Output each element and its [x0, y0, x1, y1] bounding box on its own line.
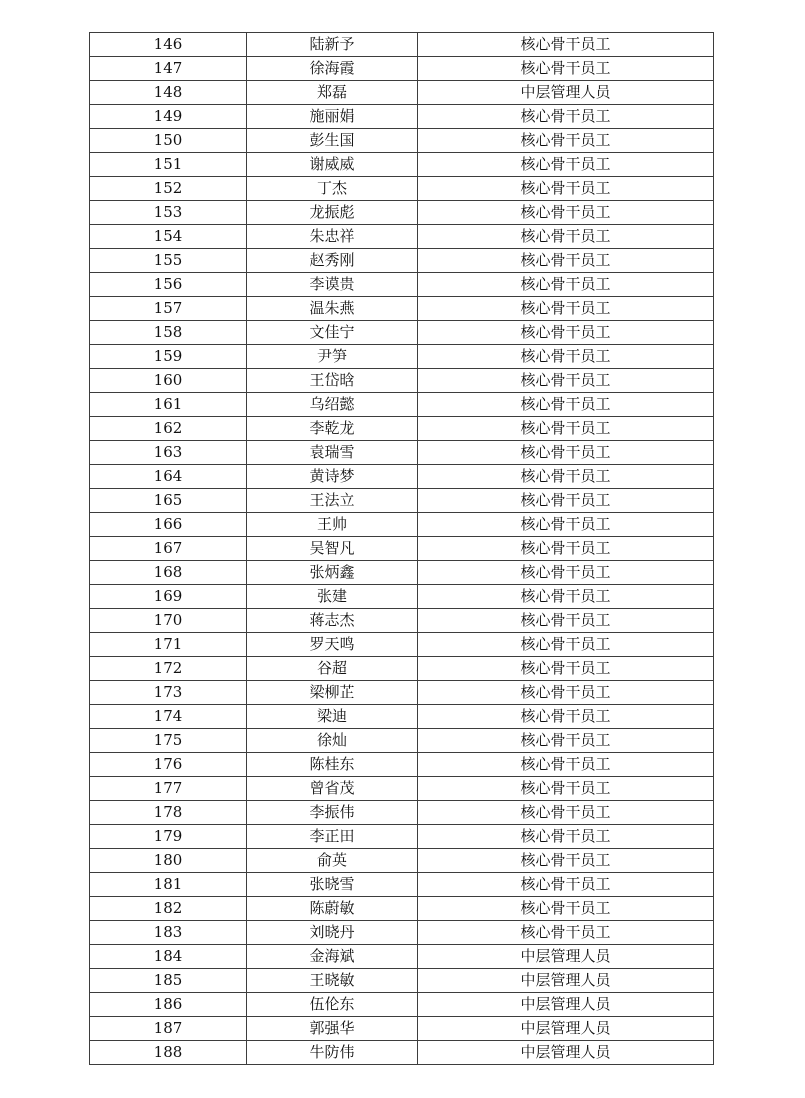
- cell-index: 154: [90, 225, 247, 249]
- cell-name: 尹笋: [247, 345, 418, 369]
- cell-name: 金海斌: [247, 945, 418, 969]
- table-row: [90, 33, 714, 57]
- cell-index: 150: [90, 129, 247, 153]
- table-row: [90, 321, 714, 345]
- cell-category: 核心骨干员工: [418, 345, 714, 369]
- cell-index: 169: [90, 585, 247, 609]
- cell-index: 186: [90, 993, 247, 1017]
- cell-category: 核心骨干员工: [418, 777, 714, 801]
- cell-name: 伍伦东: [247, 993, 418, 1017]
- table-row: [90, 969, 714, 993]
- table-row: [90, 201, 714, 225]
- cell-index: 175: [90, 729, 247, 753]
- cell-index: 180: [90, 849, 247, 873]
- cell-category: 核心骨干员工: [418, 849, 714, 873]
- table-row: [90, 465, 714, 489]
- table-row: [90, 585, 714, 609]
- table-row: [90, 801, 714, 825]
- cell-category: 中层管理人员: [418, 993, 714, 1017]
- cell-name: 牛防伟: [247, 1041, 418, 1065]
- table-row: [90, 681, 714, 705]
- cell-index: 174: [90, 705, 247, 729]
- cell-category: 核心骨干员工: [418, 465, 714, 489]
- cell-index: 181: [90, 873, 247, 897]
- table-row: [90, 945, 714, 969]
- cell-name: 施丽娟: [247, 105, 418, 129]
- cell-name: 黄诗梦: [247, 465, 418, 489]
- cell-name: 王帅: [247, 513, 418, 537]
- cell-index: 158: [90, 321, 247, 345]
- table-row: [90, 489, 714, 513]
- cell-index: 173: [90, 681, 247, 705]
- table-row: [90, 897, 714, 921]
- cell-name: 陈蔚敏: [247, 897, 418, 921]
- table-row: [90, 297, 714, 321]
- cell-index: 167: [90, 537, 247, 561]
- cell-name: 温朱燕: [247, 297, 418, 321]
- cell-category: 核心骨干员工: [418, 105, 714, 129]
- cell-index: 187: [90, 1017, 247, 1041]
- cell-category: 核心骨干员工: [418, 825, 714, 849]
- table-row: [90, 537, 714, 561]
- cell-name: 文佳宁: [247, 321, 418, 345]
- cell-name: 谷超: [247, 657, 418, 681]
- cell-index: 177: [90, 777, 247, 801]
- table-row: [90, 129, 714, 153]
- table-row: [90, 393, 714, 417]
- cell-category: 核心骨干员工: [418, 921, 714, 945]
- cell-name: 乌绍懿: [247, 393, 418, 417]
- cell-category: 核心骨干员工: [418, 393, 714, 417]
- table-row: [90, 105, 714, 129]
- cell-category: 核心骨干员工: [418, 873, 714, 897]
- cell-category: 核心骨干员工: [418, 681, 714, 705]
- cell-category: 核心骨干员工: [418, 417, 714, 441]
- cell-name: 梁柳芷: [247, 681, 418, 705]
- cell-index: 146: [90, 33, 247, 57]
- cell-index: 188: [90, 1041, 247, 1065]
- cell-index: 156: [90, 273, 247, 297]
- table-row: [90, 1017, 714, 1041]
- cell-category: 核心骨干员工: [418, 297, 714, 321]
- cell-name: 丁杰: [247, 177, 418, 201]
- cell-name: 张建: [247, 585, 418, 609]
- cell-category: 核心骨干员工: [418, 33, 714, 57]
- cell-name: 李乾龙: [247, 417, 418, 441]
- cell-name: 郑磊: [247, 81, 418, 105]
- table-row: [90, 153, 714, 177]
- table-row: [90, 657, 714, 681]
- table-row: [90, 369, 714, 393]
- cell-index: 178: [90, 801, 247, 825]
- cell-name: 张晓雪: [247, 873, 418, 897]
- table-row: [90, 345, 714, 369]
- cell-category: 核心骨干员工: [418, 369, 714, 393]
- cell-category: 核心骨干员工: [418, 249, 714, 273]
- cell-name: 李谟贵: [247, 273, 418, 297]
- cell-name: 蒋志杰: [247, 609, 418, 633]
- cell-category: 核心骨干员工: [418, 657, 714, 681]
- employee-table-body: [90, 33, 714, 1065]
- cell-category: 核心骨干员工: [418, 321, 714, 345]
- cell-name: 赵秀刚: [247, 249, 418, 273]
- cell-name: 郭强华: [247, 1017, 418, 1041]
- cell-index: 149: [90, 105, 247, 129]
- table-row: [90, 249, 714, 273]
- cell-name: 陈桂东: [247, 753, 418, 777]
- cell-name: 刘晓丹: [247, 921, 418, 945]
- cell-category: 核心骨干员工: [418, 705, 714, 729]
- cell-category: 核心骨干员工: [418, 225, 714, 249]
- cell-category: 核心骨干员工: [418, 129, 714, 153]
- cell-category: 核心骨干员工: [418, 585, 714, 609]
- cell-index: 162: [90, 417, 247, 441]
- cell-name: 吴智凡: [247, 537, 418, 561]
- table-row: [90, 441, 714, 465]
- cell-index: 153: [90, 201, 247, 225]
- cell-index: 166: [90, 513, 247, 537]
- cell-index: 176: [90, 753, 247, 777]
- cell-index: 184: [90, 945, 247, 969]
- cell-index: 163: [90, 441, 247, 465]
- cell-name: 李振伟: [247, 801, 418, 825]
- cell-index: 151: [90, 153, 247, 177]
- cell-category: 核心骨干员工: [418, 753, 714, 777]
- table-row: [90, 513, 714, 537]
- cell-category: 核心骨干员工: [418, 57, 714, 81]
- cell-name: 王法立: [247, 489, 418, 513]
- cell-name: 徐海霞: [247, 57, 418, 81]
- table-row: [90, 609, 714, 633]
- cell-category: 核心骨干员工: [418, 489, 714, 513]
- cell-index: 164: [90, 465, 247, 489]
- cell-category: 核心骨干员工: [418, 153, 714, 177]
- cell-index: 171: [90, 633, 247, 657]
- cell-name: 王岱晗: [247, 369, 418, 393]
- cell-name: 龙振彪: [247, 201, 418, 225]
- cell-category: 核心骨干员工: [418, 441, 714, 465]
- cell-name: 李正田: [247, 825, 418, 849]
- cell-name: 张炳鑫: [247, 561, 418, 585]
- table-row: [90, 753, 714, 777]
- cell-index: 168: [90, 561, 247, 585]
- cell-name: 彭生国: [247, 129, 418, 153]
- cell-index: 179: [90, 825, 247, 849]
- cell-index: 170: [90, 609, 247, 633]
- cell-index: 147: [90, 57, 247, 81]
- cell-name: 徐灿: [247, 729, 418, 753]
- table-row: [90, 81, 714, 105]
- employee-table: [89, 32, 714, 1065]
- table-row: [90, 921, 714, 945]
- cell-category: 核心骨干员工: [418, 201, 714, 225]
- cell-category: 核心骨干员工: [418, 633, 714, 657]
- cell-name: 罗天鸣: [247, 633, 418, 657]
- cell-category: 核心骨干员工: [418, 897, 714, 921]
- cell-category: 中层管理人员: [418, 945, 714, 969]
- cell-index: 183: [90, 921, 247, 945]
- cell-name: 陆新予: [247, 33, 418, 57]
- table-row: [90, 417, 714, 441]
- cell-category: 核心骨干员工: [418, 177, 714, 201]
- cell-category: 中层管理人员: [418, 1041, 714, 1065]
- cell-index: 182: [90, 897, 247, 921]
- cell-index: 165: [90, 489, 247, 513]
- cell-index: 172: [90, 657, 247, 681]
- table-row: [90, 273, 714, 297]
- cell-index: 159: [90, 345, 247, 369]
- cell-name: 曾省茂: [247, 777, 418, 801]
- table-row: [90, 777, 714, 801]
- cell-name: 朱忠祥: [247, 225, 418, 249]
- table-row: [90, 225, 714, 249]
- table-row: [90, 873, 714, 897]
- cell-index: 160: [90, 369, 247, 393]
- table-row: [90, 729, 714, 753]
- table-row: [90, 705, 714, 729]
- cell-category: 中层管理人员: [418, 81, 714, 105]
- cell-category: 中层管理人员: [418, 1017, 714, 1041]
- cell-index: 155: [90, 249, 247, 273]
- cell-category: 中层管理人员: [418, 969, 714, 993]
- cell-name: 王晓敏: [247, 969, 418, 993]
- table-row: [90, 633, 714, 657]
- table-row: [90, 177, 714, 201]
- table-row: [90, 825, 714, 849]
- table-row: [90, 993, 714, 1017]
- cell-category: 核心骨干员工: [418, 609, 714, 633]
- cell-category: 核心骨干员工: [418, 513, 714, 537]
- table-row: [90, 57, 714, 81]
- cell-index: 152: [90, 177, 247, 201]
- cell-name: 梁迪: [247, 705, 418, 729]
- cell-category: 核心骨干员工: [418, 801, 714, 825]
- cell-index: 161: [90, 393, 247, 417]
- table-row: [90, 849, 714, 873]
- cell-index: 157: [90, 297, 247, 321]
- cell-index: 148: [90, 81, 247, 105]
- table-row: [90, 561, 714, 585]
- cell-category: 核心骨干员工: [418, 537, 714, 561]
- table-row: [90, 1041, 714, 1065]
- cell-category: 核心骨干员工: [418, 729, 714, 753]
- cell-index: 185: [90, 969, 247, 993]
- cell-name: 俞英: [247, 849, 418, 873]
- cell-name: 谢威威: [247, 153, 418, 177]
- cell-name: 袁瑞雪: [247, 441, 418, 465]
- cell-category: 核心骨干员工: [418, 273, 714, 297]
- cell-category: 核心骨干员工: [418, 561, 714, 585]
